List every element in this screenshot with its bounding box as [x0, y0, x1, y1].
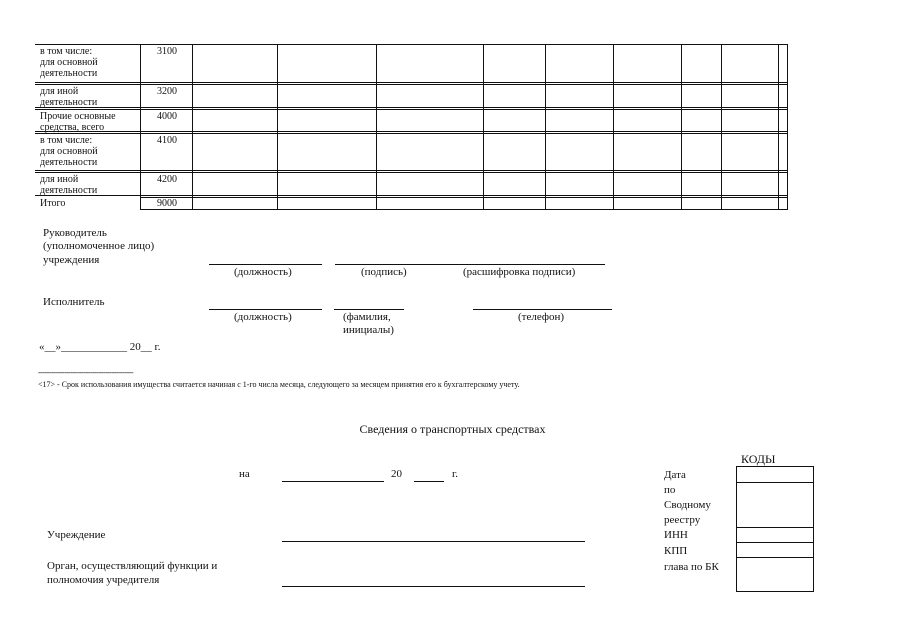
table-row-divider [35, 195, 788, 196]
founder-label-line2: полномочия учредителя [47, 574, 160, 586]
founder-field-line[interactable] [282, 586, 585, 587]
row-label-line: для иной [40, 86, 79, 97]
head-label-line3: учреждения [43, 254, 100, 266]
svod-label: Сводному [664, 499, 711, 511]
year-field-line[interactable] [414, 481, 444, 482]
founder-label-line1: Орган, осуществляющий функции и [47, 560, 218, 572]
table-col-line [277, 44, 278, 210]
row-code: 4000 [157, 111, 177, 122]
row-label [40, 135, 141, 168]
executor-name-caption-2: инициалы) [343, 324, 394, 336]
row-label [40, 174, 141, 196]
section-title: Сведения о транспортных средствах [359, 422, 546, 436]
date-field-line[interactable] [282, 481, 384, 482]
table-col-line [483, 44, 484, 210]
year-label: 20 [391, 468, 402, 480]
position-signature-line[interactable] [209, 264, 322, 265]
codes-header: КОДЫ [741, 452, 776, 466]
glava-label: глава по БК [664, 561, 719, 573]
row-label-line: деятельности [40, 97, 98, 108]
executor-phone-caption: (телефон) [518, 311, 565, 323]
executor-label: Исполнитель [43, 296, 105, 308]
row-label-line: в том числе: [40, 135, 93, 146]
reestr-label: реестру [664, 514, 701, 526]
executor-phone-line[interactable] [473, 309, 612, 310]
decoding-caption: (расшифровка подписи) [463, 266, 576, 278]
row-label-line: деятельности [40, 157, 98, 168]
executor-position-line[interactable] [209, 309, 322, 310]
institution-label: Учреждение [47, 529, 106, 541]
row-label [40, 198, 141, 209]
row-label [40, 46, 141, 79]
table-col-line [613, 44, 614, 210]
table-row-divider [35, 82, 788, 83]
row-label-line: для иной [40, 174, 79, 185]
table-col-line [192, 44, 193, 210]
row-label-line: Прочие основные [40, 111, 116, 122]
table-col-line [787, 44, 788, 210]
executor-name-caption-1: (фамилия, [343, 311, 391, 323]
on-label: на [239, 468, 250, 480]
g-label: г. [452, 468, 459, 480]
table-row-divider [35, 133, 788, 134]
table-col-line [376, 44, 377, 210]
signature-line[interactable] [335, 264, 605, 265]
executor-name-line[interactable] [334, 309, 404, 310]
codes-divider [736, 527, 813, 528]
table-row-divider [35, 131, 788, 132]
row-code: 3200 [157, 86, 177, 97]
table-row-divider [35, 107, 788, 108]
row-label [40, 86, 141, 108]
table-row-divider [35, 172, 788, 173]
table-col-line [721, 44, 722, 210]
row-label-line: для основной [40, 146, 98, 157]
table-row-divider [35, 170, 788, 171]
head-label-line1: Руководитель [43, 227, 107, 239]
po-label: по [664, 484, 676, 496]
date-code-label: Дата [664, 469, 686, 481]
row-code: 4200 [157, 174, 177, 185]
row-label-line: средства, всего [40, 122, 105, 133]
institution-field-line[interactable] [282, 541, 585, 542]
date-line[interactable]: «__»____________ 20__ г. [39, 341, 161, 353]
row-label-text: для основной [40, 57, 98, 68]
table-row-divider [35, 84, 788, 85]
codes-divider [736, 542, 813, 543]
row-label-line: деятельности [40, 185, 98, 196]
position-caption: (должность) [234, 266, 292, 278]
head-label-line2: (уполномоченное лицо) [43, 240, 155, 252]
codes-box [736, 466, 814, 592]
table-col-line [778, 44, 779, 210]
codes-divider [736, 482, 813, 483]
kpp-label: КПП [664, 545, 688, 557]
row-label-line: деятельности [40, 68, 98, 79]
footnote-text: <17> - Срок использования имущества считается начиная с 1-го числа месяца, следующего за месяцем принятия его к бухгалтерскому учету. [38, 380, 520, 389]
row-code: 3100 [157, 46, 177, 57]
table-border-bottom [140, 209, 788, 210]
inn-label: ИНН [664, 529, 688, 541]
table-col-line [681, 44, 682, 210]
executor-position-caption: (должность) [234, 311, 292, 323]
row-label-line: Итого [40, 198, 66, 209]
footnote-separator: -------------------------------------------- [38, 368, 134, 377]
row-label [40, 111, 141, 133]
table-row-divider [35, 109, 788, 110]
row-code: 9000 [157, 198, 177, 209]
codes-divider [736, 557, 813, 558]
table-col-line [545, 44, 546, 210]
row-label-line: в том числе: [40, 46, 93, 57]
row-label-line [40, 57, 141, 68]
table-border-top [35, 44, 788, 45]
row-code: 4100 [157, 135, 177, 146]
table-row-divider [140, 197, 788, 198]
signature-caption: (подпись) [361, 266, 407, 278]
